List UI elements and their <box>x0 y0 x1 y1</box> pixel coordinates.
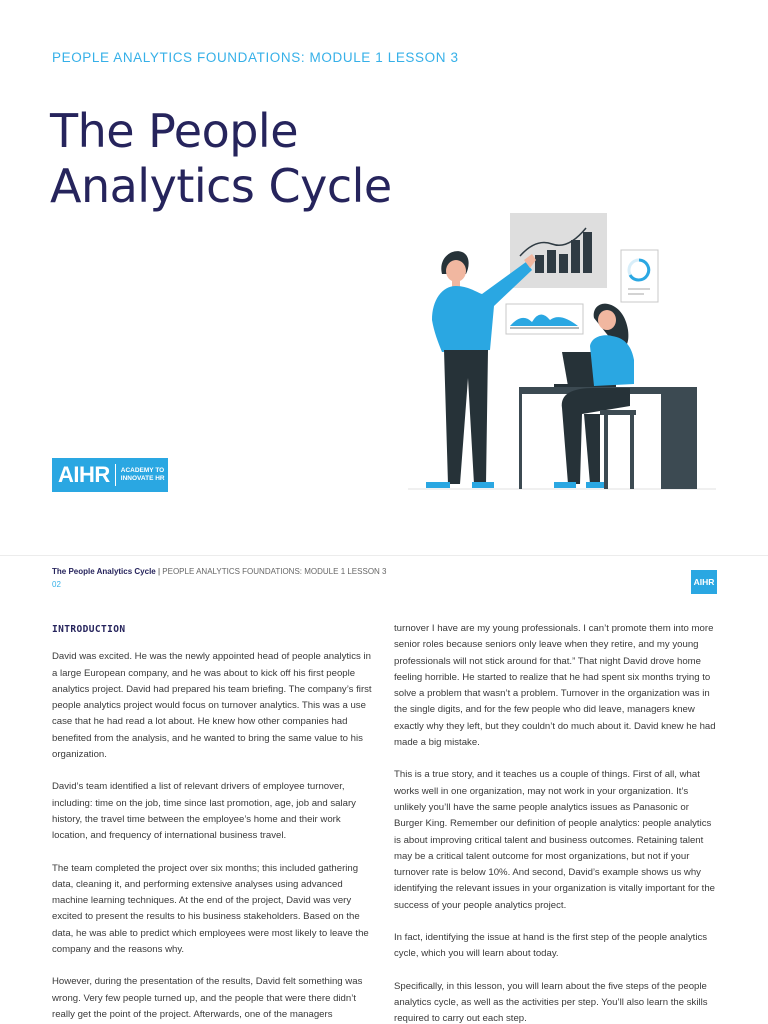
aihr-small-logo: AIHR <box>691 570 717 594</box>
body-paragraph: The team completed the project over six months; this included gathering data, cleaning it, and performing extensive analyses using advanced machine learning techniques. At the end of the project, David was very excited to present the results to his business stakeholders. Based on the data, he was able to predict which employees were most likely to leave the company and the reasons why. <box>52 862 369 956</box>
running-header-separator: | <box>155 567 163 576</box>
body-paragraph: This is a true story, and it teaches us a couple of things. First of all, what works well in one organization, may not work in your organization. It’s unlikely you’ll have the same people analytics issues as Panasonic or Burger King. Remember our definition of people analytics: people analytics is about improving critical talent and business outcomes. Retaining talent may be a critical talent outcome for most organizations, but not if your turnover rate is below 10%. And second, David’s example shows us why identifying the relevant issues in your organization is vitally important for the success of your people analytics project. <box>394 769 716 911</box>
people-analytics-illustration <box>404 208 722 496</box>
running-header-title: The People Analytics Cycle <box>52 567 156 576</box>
aihr-logo-tag-line-1: ACADEMY TO <box>120 467 165 474</box>
page-number: 02 <box>52 580 61 589</box>
body-paragraph: In fact, identifying the issue at hand is the first step of the people analytics cycle, which you will learn about today. <box>394 932 708 960</box>
body-paragraph: However, during the presentation of the results, David felt something was wrong. Very few people turned up, and the people that were there didn’t really get the point of the project. Afterwards, one of the managers <box>52 976 363 1020</box>
body-paragraph: David’s team identified a list of relevant drivers of employee turnover, including: time on the job, time since last promotion, age, job and salary history, the travel time between the employee’s home and their work location, and frequency of international business travel. <box>52 781 356 842</box>
page-divider <box>0 555 768 556</box>
body-paragraph: turnover I have are my young professionals. I can’t promote them into more senior roles because seniors only leave when they retire, and my young professionals will not stick around for that.” That night David drove home feeling horrible. He started to realize that he had spent six months trying to solve a problem that wasn’t a problem. Turnover in the organization was in the single digits, and for the few people who did leave, managers knew exactly why they left, but they couldn’t do much about it. David knew he had made a big mistake. <box>394 623 716 749</box>
aihr-logo-tagline <box>121 467 165 483</box>
right-column <box>394 621 720 1024</box>
aihr-logo <box>52 458 168 492</box>
body-paragraph: David was excited. He was the newly appointed head of people analytics in a large European company, and he was about to kick off his first people analytics project. David had prepared his team briefing. The company’s first people analytics project would focus on turnover analytics. This was a use case that he had read a lot about. He knew how other companies had benefited from the analysis, and he wanted to bring the same value to his organization. <box>52 651 372 761</box>
running-header-subtitle: PEOPLE ANALYTICS FOUNDATIONS: MODULE 1 LESSON 3 <box>162 567 387 576</box>
cover-eyebrow: PEOPLE ANALYTICS FOUNDATIONS: MODULE 1 LESSON 3 <box>52 50 459 65</box>
left-column <box>52 622 378 1024</box>
aihr-logo-tag-line-2: INNOVATE HR <box>120 475 165 482</box>
cover-title-line-2: Analytics Cycle <box>50 159 392 213</box>
aihr-logo-separator <box>115 464 116 486</box>
cover-title <box>50 104 392 214</box>
aihr-logo-word: AIHR <box>58 462 110 487</box>
body-paragraph: Specifically, in this lesson, you will learn about the five steps of the people analytics cycle, as well as the activities per step. You’ll also learn the skills required to carry out each step. <box>394 980 708 1024</box>
line-chart-icon <box>506 304 583 334</box>
cover-title-line-1: The People <box>50 104 298 158</box>
donut-chart-icon <box>621 250 658 302</box>
running-header <box>52 567 387 576</box>
section-heading: INTRODUCTION <box>52 624 126 635</box>
